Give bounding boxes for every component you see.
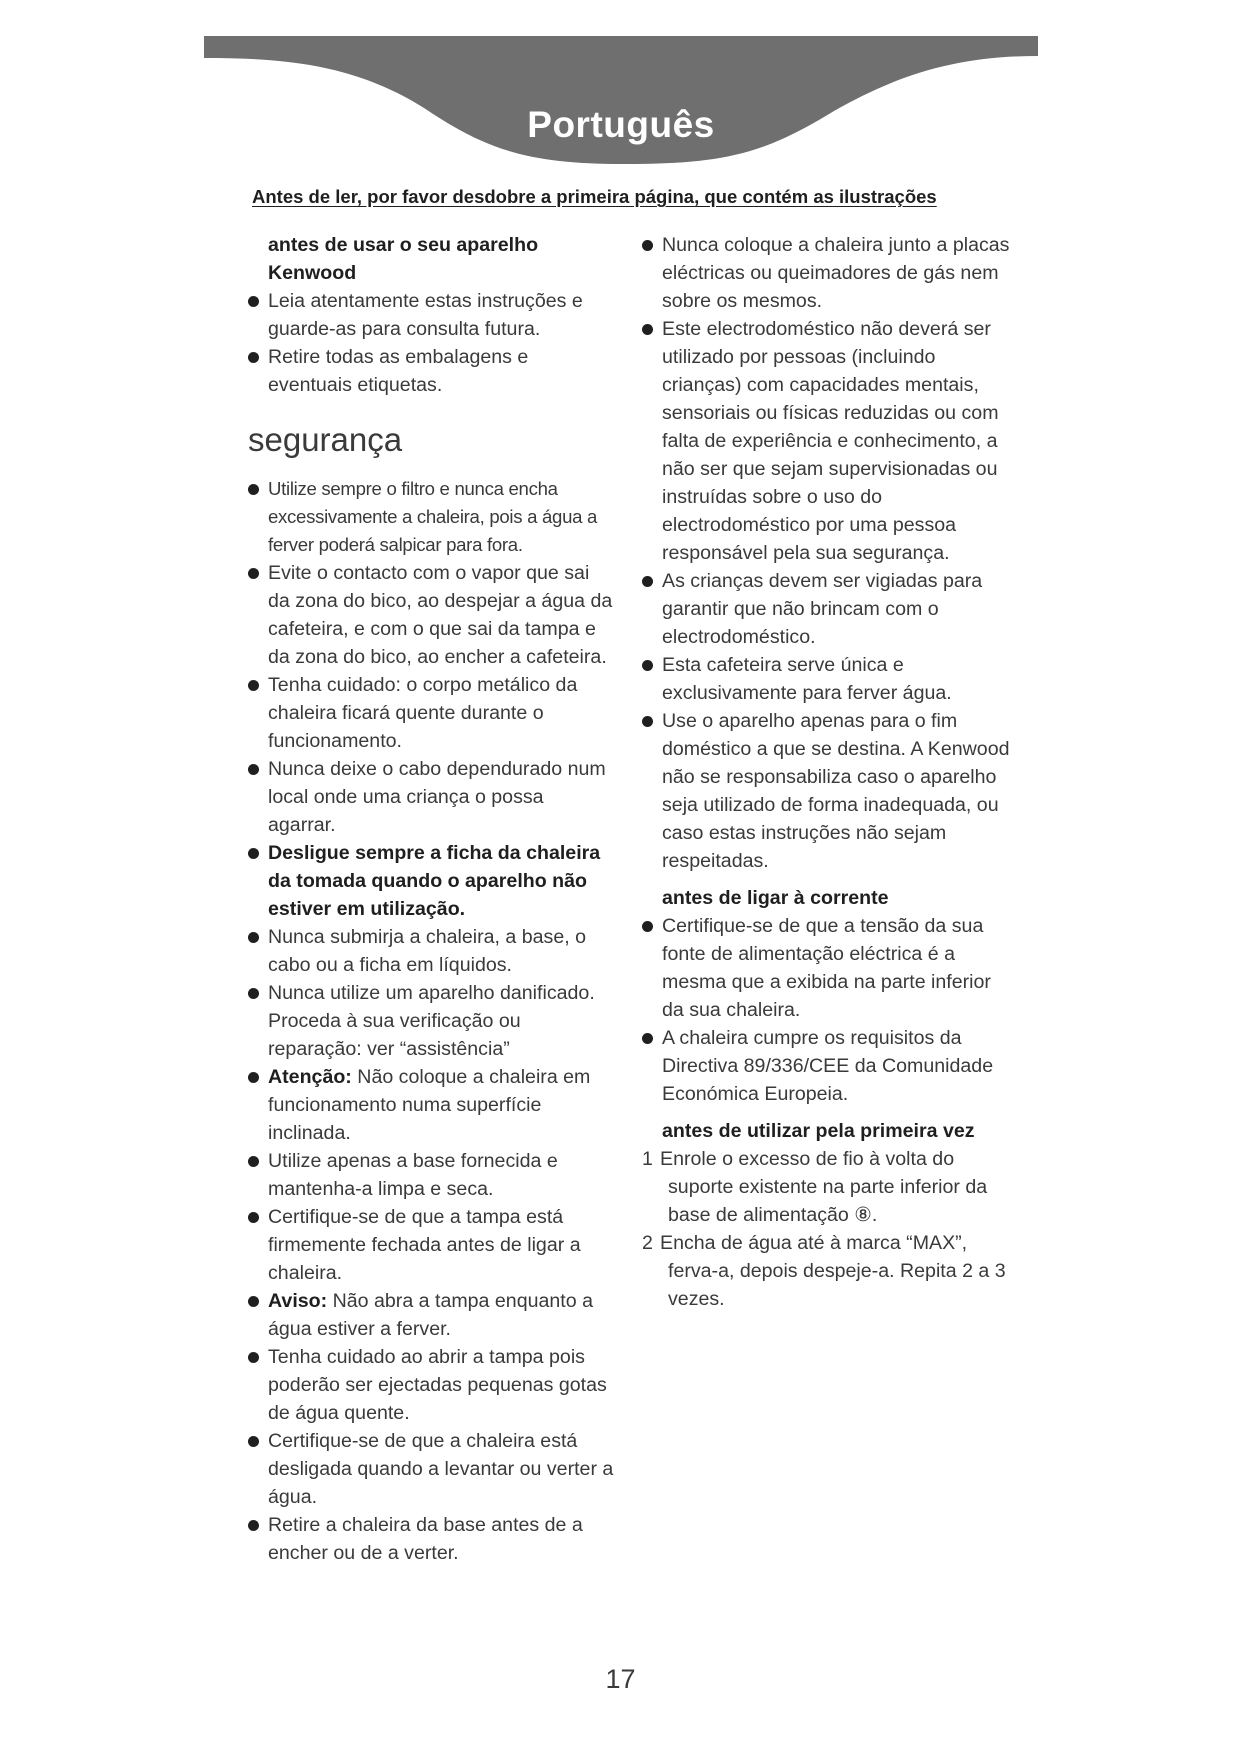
first-use-heading: antes de utilizar pela primeira vez (662, 1120, 975, 1142)
safety-item (248, 1147, 616, 1203)
safety-item (248, 1287, 616, 1343)
safety-item: Nunca coloque a chaleira junto a placas eléctricas ou queimadores de gás nem sobre os mesmos. (642, 231, 1014, 315)
item-text: Evite o contacto com o vapor que sai da zona do bico, ao despejar a água da cafeteira, e com o que sai da tampa e da zona do bico, ao encher a cafeteira. (268, 562, 613, 668)
safety-item (248, 1511, 616, 1567)
item-label: Aviso: (268, 1290, 328, 1312)
safety-list-continued (642, 231, 1014, 875)
safety-item (248, 755, 616, 839)
item-text: Certifique-se de que a tampa está firmemente fechada antes de ligar a chaleira. (268, 1206, 581, 1284)
item-text: Desligue sempre a ficha da chaleira da tomada quando o aparelho não estiver em utilização. (268, 842, 601, 920)
item-text: Retire a chaleira da base antes de a encher ou de a verter. (268, 1514, 583, 1564)
before-connect-heading: antes de ligar à corrente (662, 887, 889, 909)
page-number: 17 (605, 1664, 636, 1694)
safety-section-title: segurança (248, 421, 403, 458)
item-text: Nunca utilize um aparelho danificado. Proceda à sua verificação ou reparação: ver “assistência” (268, 982, 595, 1060)
item-text: Não coloque a chaleira em funcionamento numa superfície inclinada. (268, 1066, 591, 1144)
intro-instruction: Antes de ler, por favor desdobre a primeira página, que contém as ilustrações (252, 186, 937, 207)
before-use-heading: antes de usar o seu aparelho Kenwood (268, 234, 539, 284)
list-item: Leia atentamente estas instruções e guarde-as para consulta futura. (248, 287, 616, 343)
safety-item: Use o aparelho apenas para o fim doméstico a que se destina. A Kenwood não se responsabiliza caso o aparelho seja utilizado de forma inadequada, ou caso estas instruções não sejam respeitadas. (642, 707, 1014, 875)
item-text: Utilize apenas a base fornecida e mantenha-a limpa e seca. (268, 1150, 558, 1200)
item-text: Tenha cuidado ao abrir a tampa pois poderão ser ejectadas pequenas gotas de água quente. (268, 1346, 607, 1424)
item-text: Tenha cuidado: o corpo metálico da chaleira ficará quente durante o funcionamento. (268, 674, 578, 752)
safety-list (248, 475, 616, 1567)
item-text: Não abra a tampa enquanto a água estiver a ferver. (268, 1290, 593, 1340)
step-text: Enrole o excesso de fio à volta do suporte existente na parte inferior da base de alimentação ⑧. (660, 1148, 988, 1226)
step-item (642, 1229, 1014, 1313)
first-use-steps (642, 1145, 1014, 1313)
safety-item (248, 1343, 616, 1427)
step-text: Encha de água até à marca “MAX”, ferva-a, depois despeje-a. Repita 2 a 3 vezes. (660, 1232, 1006, 1310)
safety-item (248, 475, 616, 559)
item-text: Nunca deixe o cabo dependurado num local onde uma criança o possa agarrar. (268, 758, 606, 836)
safety-item (248, 839, 616, 923)
list-item: Retire todas as embalagens e eventuais etiquetas. (248, 343, 616, 399)
safety-item (248, 923, 616, 979)
item-text: Nunca submirja a chaleira, a base, o cabo ou a ficha em líquidos. (268, 926, 587, 976)
safety-item: Este electrodoméstico não deverá ser utilizado por pessoas (incluindo crianças) com capacidades mentais, sensoriais ou físicas reduzidas ou com falta de experiência e conhecimento, a não ser que sejam supervisionadas ou instruídas sobre o uso do electrodoméstico por uma pessoa responsável pela sua segurança. (642, 315, 1014, 567)
language-title: Português (527, 104, 715, 145)
item-text: Certifique-se de que a chaleira está desligada quando a levantar ou verter a água. (268, 1430, 614, 1508)
safety-item: As crianças devem ser vigiadas para garantir que não brincam com o electrodoméstico. (642, 567, 1014, 651)
language-header (204, 36, 1038, 186)
list-item: A chaleira cumpre os requisitos da Directiva 89/336/CEE da Comunidade Económica Europeia. (642, 1024, 1014, 1108)
safety-item: Esta cafeteira serve única e exclusivamente para ferver água. (642, 651, 1014, 707)
safety-item (248, 1063, 616, 1147)
safety-item (248, 671, 616, 755)
item-label: Atenção: (268, 1066, 352, 1088)
right-column (642, 231, 1014, 1313)
step-number: 2 (642, 1232, 653, 1254)
safety-item (248, 1203, 616, 1287)
safety-item (248, 559, 616, 671)
left-column (248, 231, 616, 1567)
safety-item (248, 1427, 616, 1511)
step-number: 1 (642, 1148, 653, 1170)
before-use-list (248, 287, 616, 399)
before-connect-list (642, 912, 1014, 1108)
safety-item (248, 979, 616, 1063)
item-text: Utilize sempre o filtro e nunca encha excessivamente a chaleira, pois a água a ferver poderá salpicar para fora. (268, 478, 598, 555)
list-item: Certifique-se de que a tensão da sua fonte de alimentação eléctrica é a mesma que a exibida na parte inferior da sua chaleira. (642, 912, 1014, 1024)
step-item (642, 1145, 1014, 1229)
